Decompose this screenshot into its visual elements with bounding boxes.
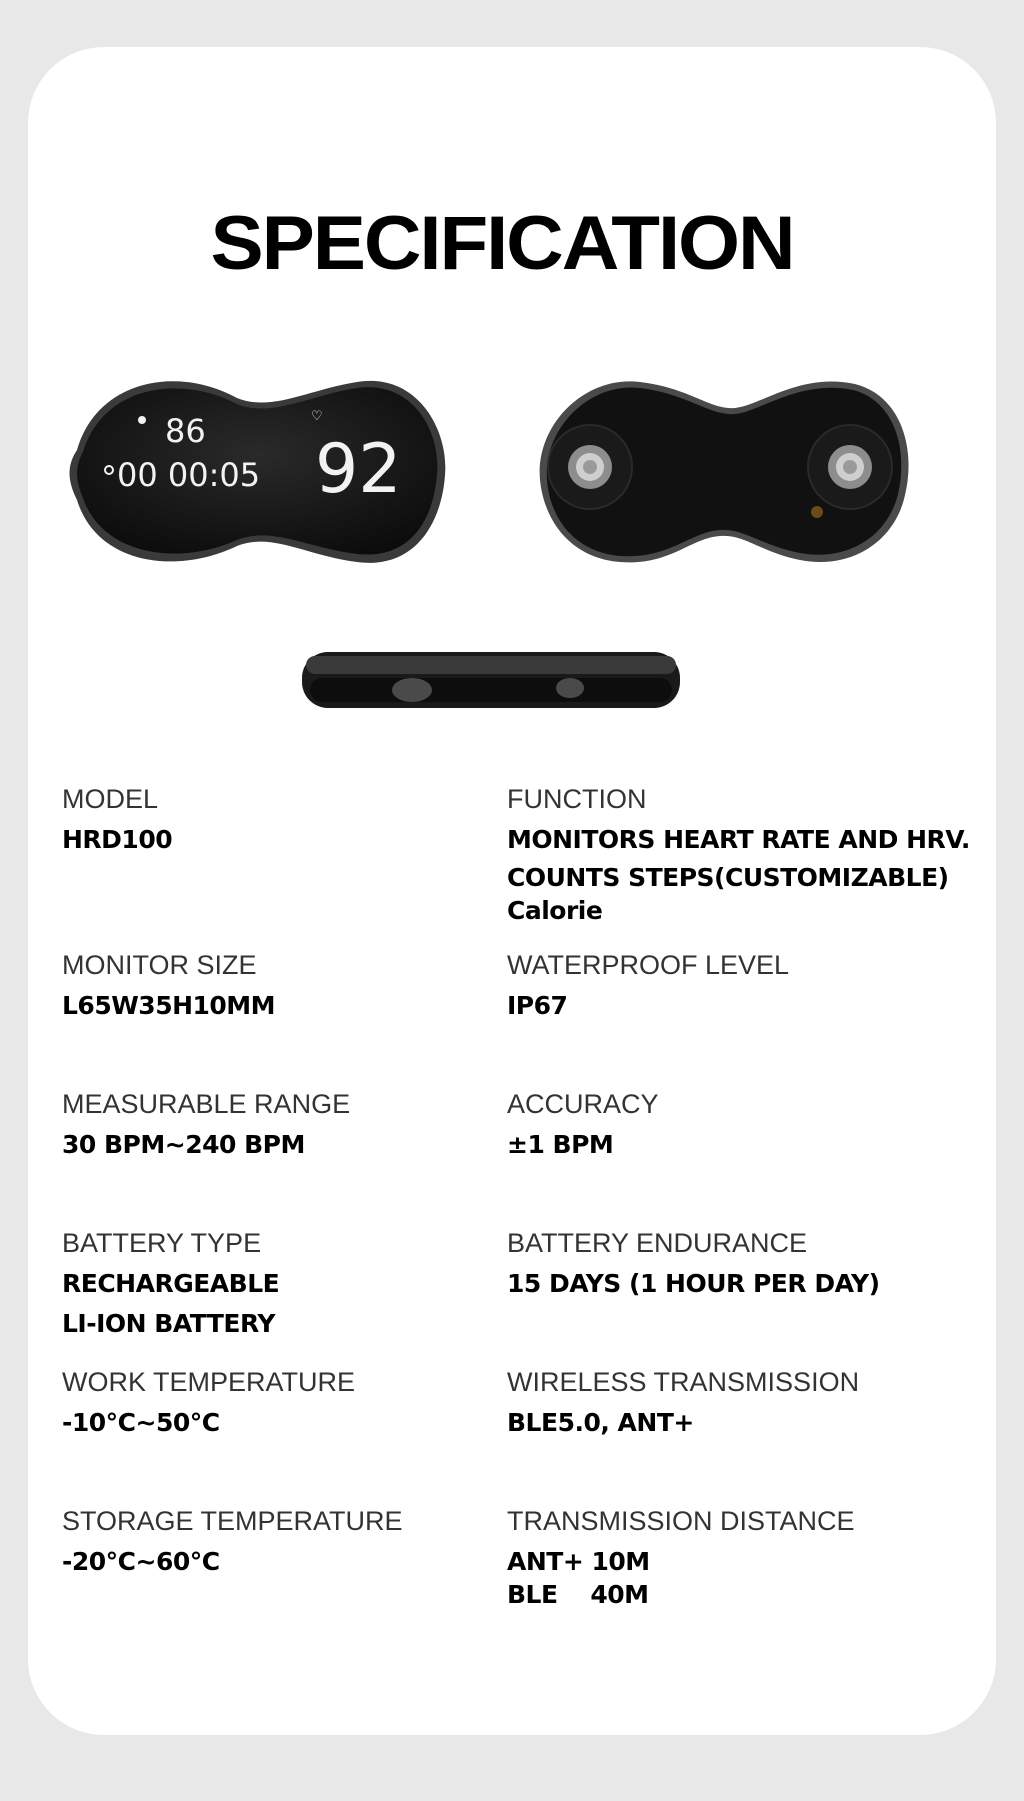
spec-model xyxy=(62,782,172,860)
spec-transmission-distance xyxy=(507,1504,855,1610)
spec-work-temperature xyxy=(62,1365,355,1443)
spec-value: ±1 BPM xyxy=(507,1130,614,1159)
spec-accuracy xyxy=(507,1087,659,1165)
spec-storage-temperature xyxy=(62,1504,403,1582)
device-timer: 00 00:05 xyxy=(117,456,261,494)
spec-value: BLE5.0, ANT+ xyxy=(507,1408,694,1437)
heart-icon: ♡ xyxy=(311,409,323,424)
spec-label: FUNCTION xyxy=(507,784,647,814)
spec-monitor-size xyxy=(62,948,275,1026)
spec-value: 30 BPM~240 BPM xyxy=(62,1130,305,1159)
spec-value: Calorie xyxy=(507,896,603,925)
spec-label: MODEL xyxy=(62,784,159,814)
spec-label: STORAGE TEMPERATURE xyxy=(62,1506,403,1536)
spec-label: WORK TEMPERATURE xyxy=(62,1367,356,1397)
page-title: SPECIFICATION xyxy=(210,201,794,286)
device-side-image xyxy=(300,648,682,714)
spec-function xyxy=(507,782,970,926)
spec-label: WATERPROOF LEVEL xyxy=(507,950,790,980)
spec-value: RECHARGEABLE xyxy=(62,1269,280,1298)
spec-waterproof-level xyxy=(507,948,789,1026)
spec-value: LI-ION BATTERY xyxy=(62,1309,275,1338)
spec-value: -10°C~50°C xyxy=(62,1408,220,1437)
device-front-image xyxy=(57,370,449,575)
spec-label: MONITOR SIZE xyxy=(62,950,257,980)
spec-value: -20°C~60°C xyxy=(62,1547,220,1576)
spec-label: BATTERY ENDURANCE xyxy=(507,1228,808,1258)
spec-label: TRANSMISSION DISTANCE xyxy=(507,1506,855,1536)
steps-icon xyxy=(138,416,146,424)
spec-label: ACCURACY xyxy=(507,1089,659,1119)
spec-label: WIRELESS TRANSMISSION xyxy=(507,1367,860,1397)
device-steps: 86 xyxy=(165,412,206,450)
spec-value: HRD100 xyxy=(62,825,173,854)
spec-value: 15 DAYS (1 HOUR PER DAY) xyxy=(507,1269,880,1298)
spec-wireless-transmission xyxy=(507,1365,859,1443)
spec-label: BATTERY TYPE xyxy=(62,1228,262,1258)
spec-value: MONITORS HEART RATE AND HRV. xyxy=(507,825,970,854)
spec-measurable-range xyxy=(62,1087,350,1165)
spec-value: L65W35H10MM xyxy=(62,991,276,1020)
device-heart-rate: 92 xyxy=(315,430,402,509)
spec-label: MEASURABLE RANGE xyxy=(62,1089,351,1119)
spec-value: ANT+ 10M xyxy=(507,1547,650,1576)
spec-value: COUNTS STEPS(CUSTOMIZABLE) xyxy=(507,863,949,892)
spec-value: BLE 40M xyxy=(507,1580,649,1609)
spec-value: IP67 xyxy=(507,991,568,1020)
spec-battery-endurance xyxy=(507,1226,880,1304)
device-back-image xyxy=(530,370,912,575)
spec-battery-type xyxy=(62,1226,279,1344)
